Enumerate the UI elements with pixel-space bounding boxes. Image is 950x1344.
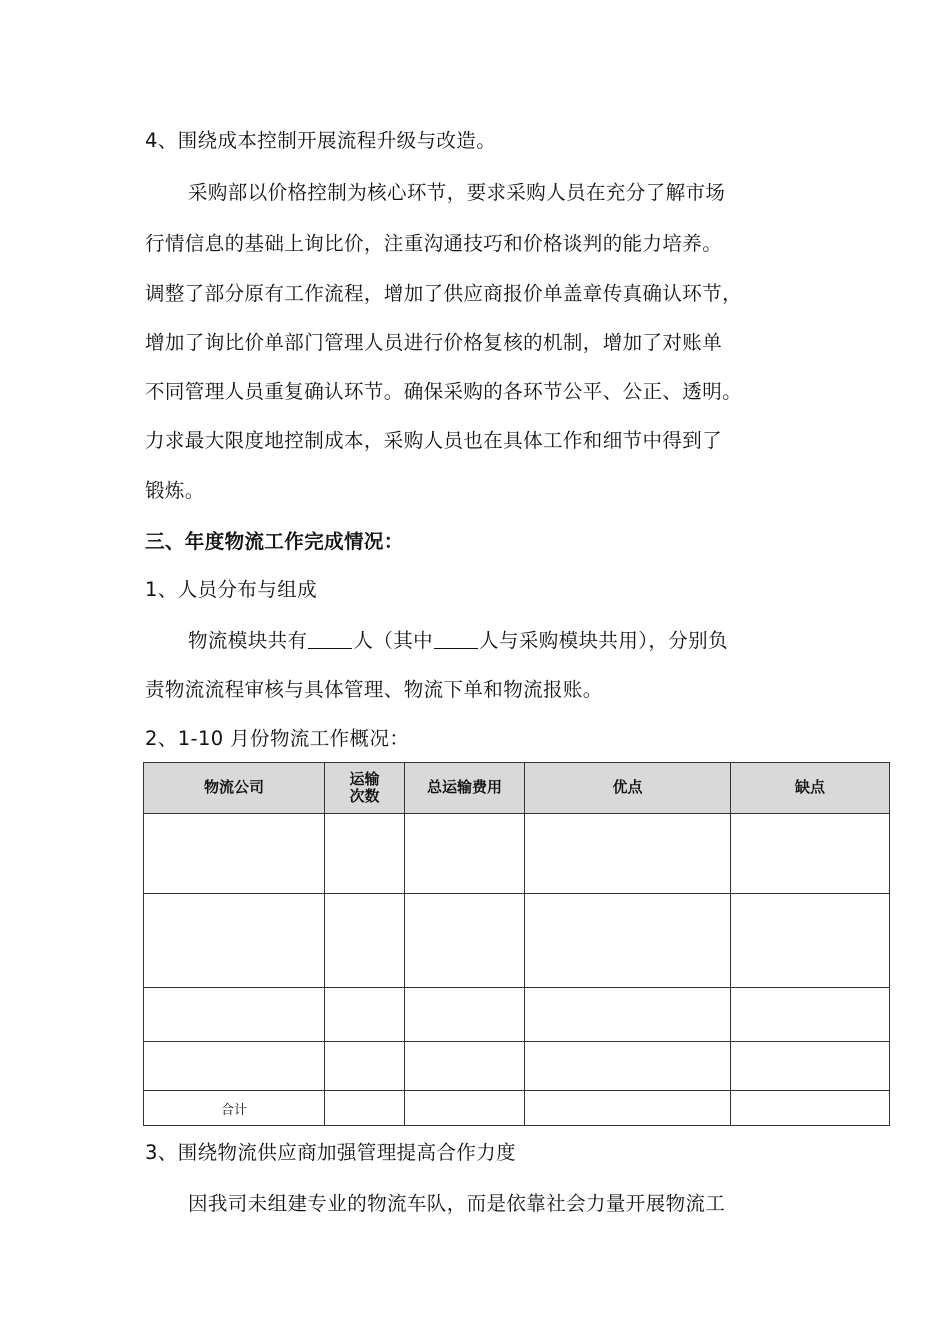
- logistics-table: [143, 762, 890, 1126]
- paragraph-line: 责物流流程审核与具体管理、物流下单和物流报账。: [145, 678, 603, 701]
- table-cell[interactable]: [325, 1042, 405, 1091]
- blank-field-shared[interactable]: [434, 630, 478, 649]
- table-cell[interactable]: [731, 894, 890, 988]
- total-label: 合计: [144, 1091, 325, 1126]
- table-cell[interactable]: [144, 988, 325, 1042]
- paragraph-line: 增加了询比价单部门管理人员进行价格复核的机制，增加了对账单: [145, 331, 723, 354]
- table-cell[interactable]: [325, 988, 405, 1042]
- table-cell[interactable]: [731, 1042, 890, 1091]
- paragraph-line: 调整了部分原有工作流程，增加了供应商报价单盖章传真确认环节，: [145, 282, 743, 305]
- table-cell[interactable]: [525, 814, 731, 894]
- table-total-row: [144, 1091, 890, 1126]
- item-2-heading: 2、1-10 月份物流工作概况：: [145, 727, 410, 750]
- paragraph-line: 行情信息的基础上询比价，注重沟通技巧和价格谈判的能力培养。: [145, 232, 723, 255]
- table-cell[interactable]: [144, 814, 325, 894]
- header-count: 运输次数: [325, 763, 405, 814]
- table-cell[interactable]: [144, 894, 325, 988]
- staff-line: [188, 630, 728, 651]
- table-cell[interactable]: [731, 1091, 890, 1126]
- table-cell[interactable]: [525, 988, 731, 1042]
- paragraph-line: 不同管理人员重复确认环节。确保采购的各环节公平、公正、透明。: [145, 380, 743, 403]
- table-cell[interactable]: [405, 988, 525, 1042]
- table-cell[interactable]: [525, 1091, 731, 1126]
- header-cost: 总运输费用: [405, 763, 525, 814]
- blank-field-total[interactable]: [308, 630, 352, 649]
- table-row: [144, 988, 890, 1042]
- table-row: [144, 894, 890, 988]
- paragraph-line: 因我司未组建专业的物流车队，而是依靠社会力量开展物流工: [188, 1192, 726, 1215]
- table-row: [144, 1042, 890, 1091]
- table-header-row: [144, 763, 890, 814]
- table-cell[interactable]: [144, 1042, 325, 1091]
- table-cell[interactable]: [405, 1042, 525, 1091]
- item-3-heading: 3、围绕物流供应商加强管理提高合作力度: [145, 1141, 517, 1164]
- table-cell[interactable]: [325, 894, 405, 988]
- item-4-heading: 4、围绕成本控制开展流程升级与改造。: [145, 129, 497, 152]
- staff-text-a: 物流模块共有: [188, 629, 308, 652]
- header-cons: 缺点: [731, 763, 890, 814]
- header-pros: 优点: [525, 763, 731, 814]
- section-3-heading: 三、年度物流工作完成情况：: [145, 530, 404, 553]
- paragraph-line: 力求最大限度地控制成本，采购人员也在具体工作和细节中得到了: [145, 429, 723, 452]
- table-cell[interactable]: [325, 1091, 405, 1126]
- table-cell[interactable]: [731, 988, 890, 1042]
- table-cell[interactable]: [525, 1042, 731, 1091]
- paragraph-line: 采购部以价格控制为核心环节，要求采购人员在充分了解市场: [188, 181, 726, 204]
- table-cell[interactable]: [405, 894, 525, 988]
- table-cell[interactable]: [525, 894, 731, 988]
- staff-text-c: 人与采购模块共用），分别负: [479, 629, 728, 652]
- paragraph-line: 锻炼。: [145, 479, 205, 502]
- staff-text-b: 人（其中: [353, 629, 434, 652]
- table-cell[interactable]: [405, 814, 525, 894]
- table-cell[interactable]: [405, 1091, 525, 1126]
- table-cell[interactable]: [731, 814, 890, 894]
- header-company: 物流公司: [144, 763, 325, 814]
- table-cell[interactable]: [325, 814, 405, 894]
- item-1-heading: 1、人员分布与组成: [145, 578, 318, 601]
- table-row: [144, 814, 890, 894]
